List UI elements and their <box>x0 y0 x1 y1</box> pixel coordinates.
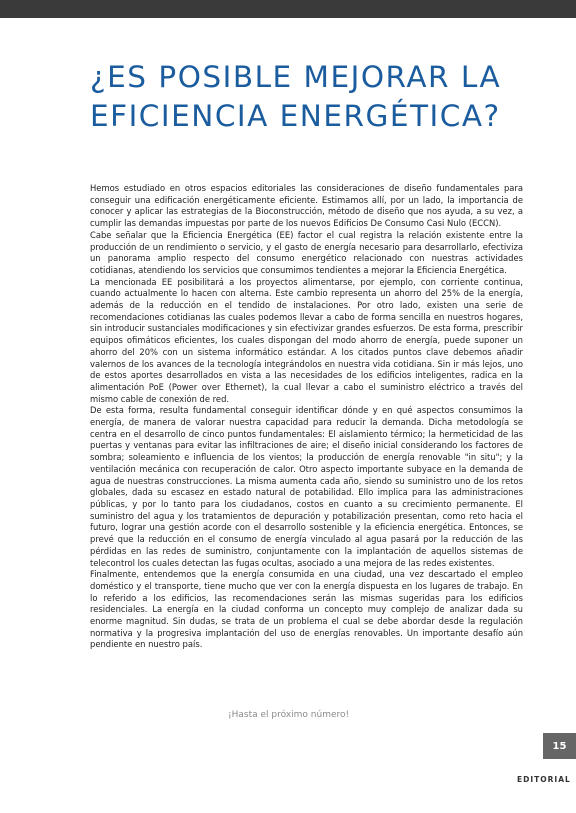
closing-line: ¡Hasta el próximo número! <box>228 710 350 720</box>
page-number-badge <box>543 733 576 759</box>
paragraph: Finalmente, entendemos que la energía consumida en una ciudad, una vez descartado el empleo doméstico y el transporte, tiene mucho que ver con la energía dispuesta en los lugares de trabajo. En lo referido a los edificios, las recomendaciones serán las mismas sugeridas para los edificios residenciales. La energía en la ciudad conforma un concepto muy complejo de analizar dada su enorme magnitud. Sin dudas, se trata de un problema el cual se debe abordar desde la regulación normativa y la progresiva implantación del uso de energías renovables. Un importante desafío aún pendiente en nuestro país. <box>90 569 523 650</box>
section-label: EDITORIAL <box>517 775 571 784</box>
title-line-1: ¿ES POSIBLE MEJORAR LA <box>90 60 502 94</box>
title-line-2: EFICIENCIA ENERGÉTICA? <box>90 99 501 133</box>
page-title <box>90 58 550 136</box>
paragraph: Hemos estudiado en otros espacios editoriales las consideraciones de diseño fundamentales para conseguir una edificación energéticamente eficiente. Estimamos allí, por un lado, la importancia de conocer y aplicar las estrategias de la Bioconstrucción, método de diseño que nos ayuda, a su vez, a cumplir las demandas impuestas por parte de los nuevos Edificios De Consumo Casi Nulo (ECCN). <box>90 183 523 229</box>
paragraph: La mencionada EE posibilitará a los proyectos alimentarse, por ejemplo, con corriente continua, cuando actualmente lo hacen con alterna. Este cambio representa un ahorro del 25% de la energía, además de la reducción en el tendido de instalaciones. Por otro lado, existen una serie de recomendaciones cotidianas las cuales podemos llevar a cabo de forma sencilla en nuestros hogares, sin introducir sustanciales modificaciones y sin efectivizar grandes esfuerzos. De esta forma, prescribir equipos ofimáticos eficientes, los cuales dispongan del modo ahorro de energía, puede suponer un ahorro del 20% con un sistema informático estándar. A los citados puntos clave debemos añadir valernos de los avances de la tecnología integrándolos en nuestra vida cotidiana. Sin ir más lejos, uno de estos aportes desarrollados en vista a las necesidades de los edificios inteligentes, radica en la alimentación PoE (Power over Ethernet), la cual llevar a cabo el suministro eléctrico a través del mismo cable de conexión de red. <box>90 276 523 404</box>
paragraph: De esta forma, resulta fundamental conseguir identificar dónde y en qué aspectos consumimos la energía, de manera de valorar nuestra capacidad para reducir la demanda. Dicha metodología se centra en el desarrollo de cinco puntos fundamentales: El aislamiento térmico; la hermeticidad de las puertas y ventanas para evitar las infiltraciones de aire; el diseño inicial considerando los factores de sombra; soleamiento e influencia de los vientos; la producción de energía renovable "in situ"; y la ventilación mecánica con recuperación de calor. Otro aspecto importante subyace en la demanda de agua de nuestras construcciones. La misma aumenta cada año, siendo su suministro uno de los retos globales, dada su escasez en estado natural de potabilidad. Ello implica para las administraciones públicas, y por lo tanto para los ciudadanos, costos en cuanto a su crecimiento permanente. El suministro del agua y los tratamientos de depuración y potabilización presentan, como reto hacia el futuro, lograr una gestión acorde con el desarrollo sostenible y la eficiencia energética. Entonces, se prevé que la reducción en el consumo de energía vinculado al agua pasará por la reducción de las pérdidas en las redes de suministro, conjuntamente con la implantación de aquellos sistemas de telecontrol los cuales detectan las fugas ocultas, asociado a una mejora de las redes existentes. <box>90 405 523 568</box>
paragraph: Cabe señalar que la Eficiencia Energética (EE) factor el cual registra la relación existente entre la producción de un rendimiento o servicio, y el gasto de energía necesario para desarrollarlo, efectiviza un panorama amplio respecto del consumo energético relacionado con nuestras actividades cotidianas, atendiendo los servicios que consumimos tendientes a mejorar la Eficiencia Energética. <box>90 229 523 275</box>
top-bar <box>0 0 576 18</box>
article-body <box>90 183 523 651</box>
page-number: 15 <box>552 740 567 752</box>
